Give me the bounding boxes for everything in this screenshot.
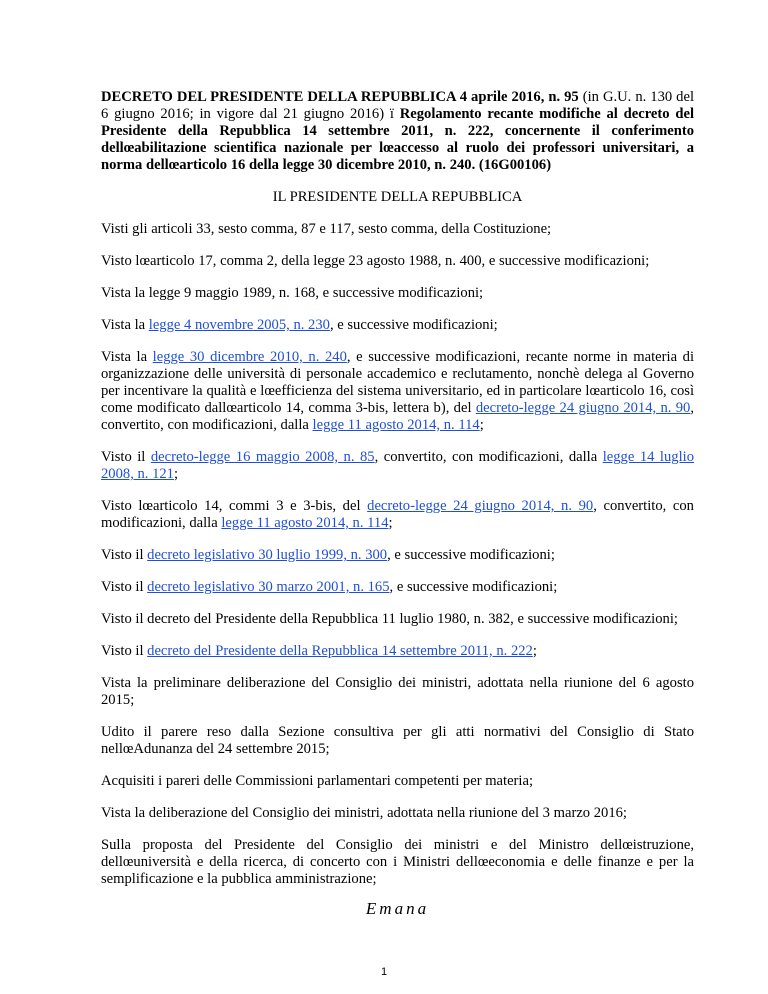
text: , convertito, con modificazioni, dalla (101, 400, 694, 433)
emana-heading: Emana (365, 899, 430, 918)
text: ; (388, 515, 393, 531)
text: Vista la (101, 349, 153, 365)
decree-gazette-info: (in G.U. n. 130 del 6 giugno 2016; in vigore dal 21 giugno 2016) ï (101, 89, 695, 122)
page-number: 1 (380, 966, 388, 978)
paragraph-dpr-382: Visto il decreto del Presidente della Repubblica 11 luglio 1980, n. 382, e successive modificazioni; (101, 611, 678, 627)
paragraph-deliberazione-consiglio: Vista la deliberazione del Consiglio dei ministri, adottata nella riunione del 3 marzo 2016; (101, 805, 627, 821)
section-title: IL PRESIDENTE DELLA REPUBBLICA (272, 189, 523, 205)
link-legge-114[interactable]: legge 11 agosto 2014, n. 114 (312, 417, 480, 433)
text: Visto il (101, 547, 148, 563)
paragraph-legge-168: Vista la legge 9 maggio 1989, n. 168, e successive modificazioni; (101, 285, 484, 301)
text: , e successive modificazioni, recante norme in materia di organizzazione delle università di personale accademico e reclutamento, nonchè delega al Governo per incentivare la qualità e lœefficienza del sistema universitario, ed in particolare lœarticolo 16, così come modificato dallœarticolo 14, comma 3-bis, lettera b), del (101, 349, 694, 416)
paragraph-decreto-legge-85 (101, 449, 694, 483)
text: , convertito, con modificazioni, dalla (101, 498, 694, 531)
paragraph-legge-240 (101, 349, 694, 434)
text: Visto il (101, 449, 151, 465)
paragraph-pareri-commissioni: Acquisiti i pareri delle Commissioni parlamentari competenti per materia; (101, 773, 534, 789)
paragraph-proposta: Sulla proposta del Presidente del Consiglio dei ministri e del Ministro dellœistruzione, dellœuniversità e della ricerca, di concerto con i Ministri dellœeconomia e delle finanze e per la semplificazione e la pubblica amministrazione; (101, 837, 694, 887)
paragraph-dpr-222 (101, 643, 694, 660)
document-page (101, 89, 694, 917)
text: , e successive modificazioni; (329, 317, 498, 333)
link-dpr-222[interactable]: decreto del Presidente della Repubblica 14 settembre 2011, n. 222 (147, 643, 533, 659)
text: , convertito, con modificazioni, dalla (374, 449, 603, 465)
text: Vista la (101, 317, 149, 333)
text: Visto il (101, 643, 148, 659)
link-legge-230[interactable]: legge 4 novembre 2005, n. 230 (148, 317, 330, 333)
paragraph-deliberazione-preliminare: Vista la preliminare deliberazione del Consiglio dei ministri, adottata nella riunione del 6 agosto 2015; (101, 675, 694, 708)
link-dlgs-300[interactable]: decreto legislativo 30 luglio 1999, n. 300 (147, 547, 388, 563)
text: ; (173, 466, 179, 482)
paragraph-legge-230 (101, 317, 694, 334)
decree-subject: Regolamento recante modifiche al decreto del Presidente della Repubblica 14 settembre 2011, n. 222, concernente il conferimento dellœabilitazione scientifica nazionale per lœaccesso al ruolo dei professori universitari, a norma dellœarticolo 16 della legge 30 dicembre 2010, n. 240. (16G00106) (101, 106, 695, 173)
decree-header (101, 89, 694, 174)
text: , e successive modificazioni; (389, 579, 558, 595)
link-legge-114[interactable]: legge 11 agosto 2014, n. 114 (221, 515, 389, 531)
text: , e successive modificazioni; (387, 547, 555, 563)
link-legge-240[interactable]: legge 30 dicembre 2010, n. 240 (152, 349, 347, 365)
link-dlgs-165[interactable]: decreto legislativo 30 marzo 2001, n. 165 (147, 579, 390, 595)
link-legge-121[interactable]: legge 14 luglio 2008, n. 121 (101, 449, 694, 482)
text: Visto lœarticolo 14, commi 3 e 3-bis, del (101, 498, 368, 514)
text: ; (479, 417, 484, 433)
link-decreto-legge-85[interactable]: decreto-legge 16 maggio 2008, n. 85 (150, 449, 375, 465)
text: ; (532, 643, 537, 659)
link-decreto-legge-90[interactable]: decreto-legge 24 giugno 2014, n. 90 (367, 498, 594, 514)
paragraph-dlgs-165 (101, 579, 694, 596)
paragraph-dlgs-300 (101, 547, 694, 564)
paragraph-articolo-14 (101, 498, 694, 532)
decree-title-bold: DECRETO DEL PRESIDENTE DELLA REPUBBLICA 4 aprile 2016, n. 95 (101, 89, 579, 105)
link-decreto-legge-90[interactable]: decreto-legge 24 giugno 2014, n. 90 (475, 400, 691, 416)
text: Visto il (101, 579, 148, 595)
paragraph-legge-400: Visto lœarticolo 17, comma 2, della legge 23 agosto 1988, n. 400, e successive modificazioni; (101, 253, 650, 269)
paragraph-visti-costituzione: Visti gli articoli 33, sesto comma, 87 e 117, sesto comma, della Costituzione; (101, 221, 552, 237)
paragraph-parere-consiglio-stato: Udito il parere reso dalla Sezione consultiva per gli atti normativi del Consiglio di Stato nellœAdunanza del 24 settembre 2015; (101, 724, 694, 757)
